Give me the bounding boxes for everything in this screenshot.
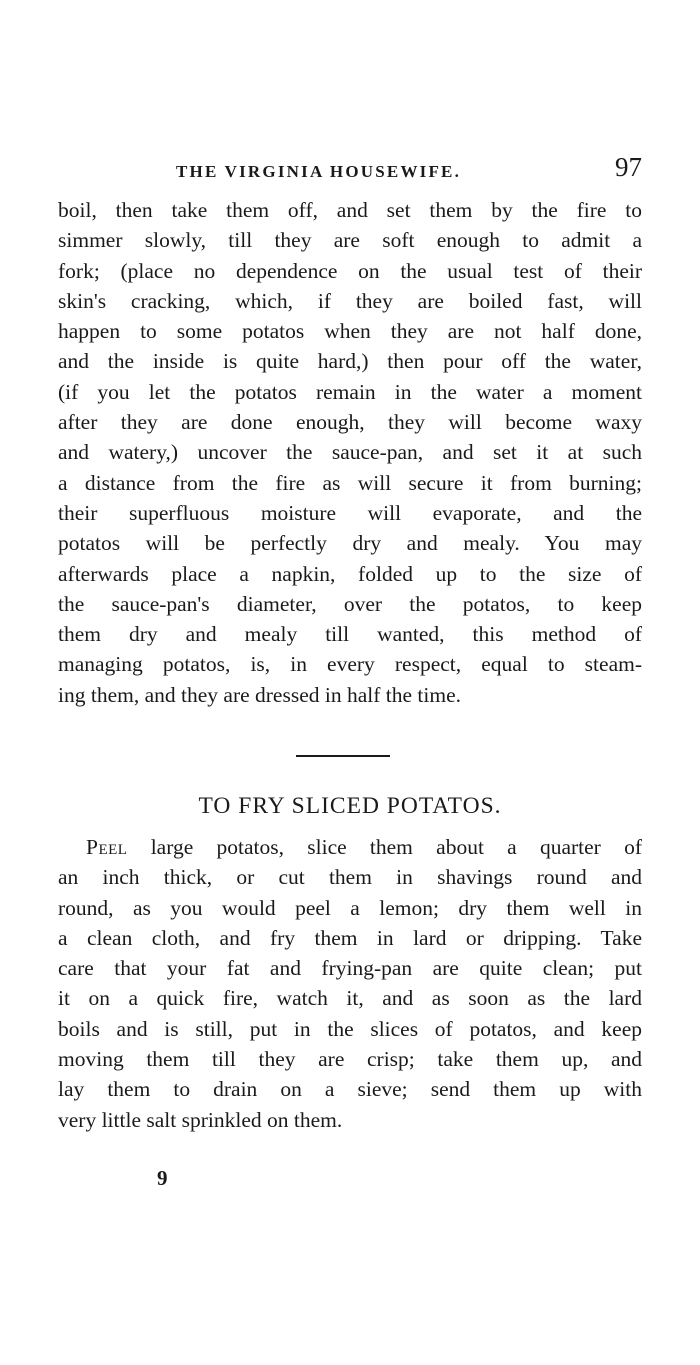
- text-line: ing them, and they are dressed in half the time.: [58, 682, 461, 707]
- recipe-heading: TO FRY SLICED POTATOS.: [198, 793, 502, 819]
- text-line: the sauce-pan's diameter, over the potatos, to keep: [58, 591, 642, 616]
- text-line: a distance from the fire as will secure it from burning;: [58, 470, 642, 495]
- text-line: happen to some potatos when they are not half done,: [58, 319, 642, 344]
- signature-mark: 9: [157, 1166, 168, 1190]
- section-divider-rule: [296, 755, 390, 757]
- text-line: a clean cloth, and fry them in lard or dripping. Take: [58, 925, 642, 950]
- lead-word: Peel: [86, 835, 128, 859]
- text-line: potatos will be perfectly dry and mealy. You may: [58, 531, 642, 556]
- text-line: after they are done enough, they will become waxy: [58, 410, 642, 435]
- text-line: (if you let the potatos remain in the water a moment: [58, 379, 642, 404]
- continued-paragraph: [58, 195, 642, 710]
- text-line: boil, then take them off, and set them by the fire to: [58, 198, 642, 222]
- text-line: an inch thick, or cut them in shavings round and: [58, 865, 642, 890]
- text-line: afterwards place a napkin, folded up to the size of: [58, 561, 642, 586]
- text-line: lay them to drain on a sieve; send them up with: [58, 1077, 642, 1102]
- recipe-paragraph: [58, 832, 642, 1135]
- text-line: round, as you would peel a lemon; dry them well in: [58, 895, 642, 920]
- text-line: moving them till they are crisp; take them up, and: [58, 1047, 642, 1072]
- text-line: them dry and mealy till wanted, this method of: [58, 622, 642, 647]
- text-line: skin's cracking, which, if they are boiled fast, will: [58, 288, 642, 313]
- first-line-rest: large potatos, slice them about a quarter of: [127, 835, 642, 859]
- text-line: it on a quick fire, watch it, and as soon as the lard: [58, 986, 642, 1011]
- text-line: very little salt sprinkled on them.: [58, 1107, 343, 1132]
- text-line: their superfluous moisture will evaporate, and the: [58, 500, 642, 525]
- page-number: 97: [615, 152, 642, 182]
- text-line: and watery,) uncover the sauce-pan, and set it at such: [58, 440, 642, 465]
- text-line: simmer slowly, till they are soft enough to admit a: [58, 228, 642, 253]
- text-line: care that your fat and frying-pan are quite clean; put: [58, 956, 642, 981]
- running-head: [58, 152, 642, 186]
- text-line: and the inside is quite hard,) then pour off the water,: [58, 349, 642, 374]
- text-line-first: [58, 832, 642, 862]
- running-title: THE VIRGINIA HOUSEWIFE.: [176, 162, 462, 181]
- text-line: boils and is still, put in the slices of potatos, and keep: [58, 1016, 642, 1041]
- text-line: fork; (place no dependence on the usual test of their: [58, 258, 642, 283]
- text-line: managing potatos, is, in every respect, equal to steam-: [58, 652, 642, 677]
